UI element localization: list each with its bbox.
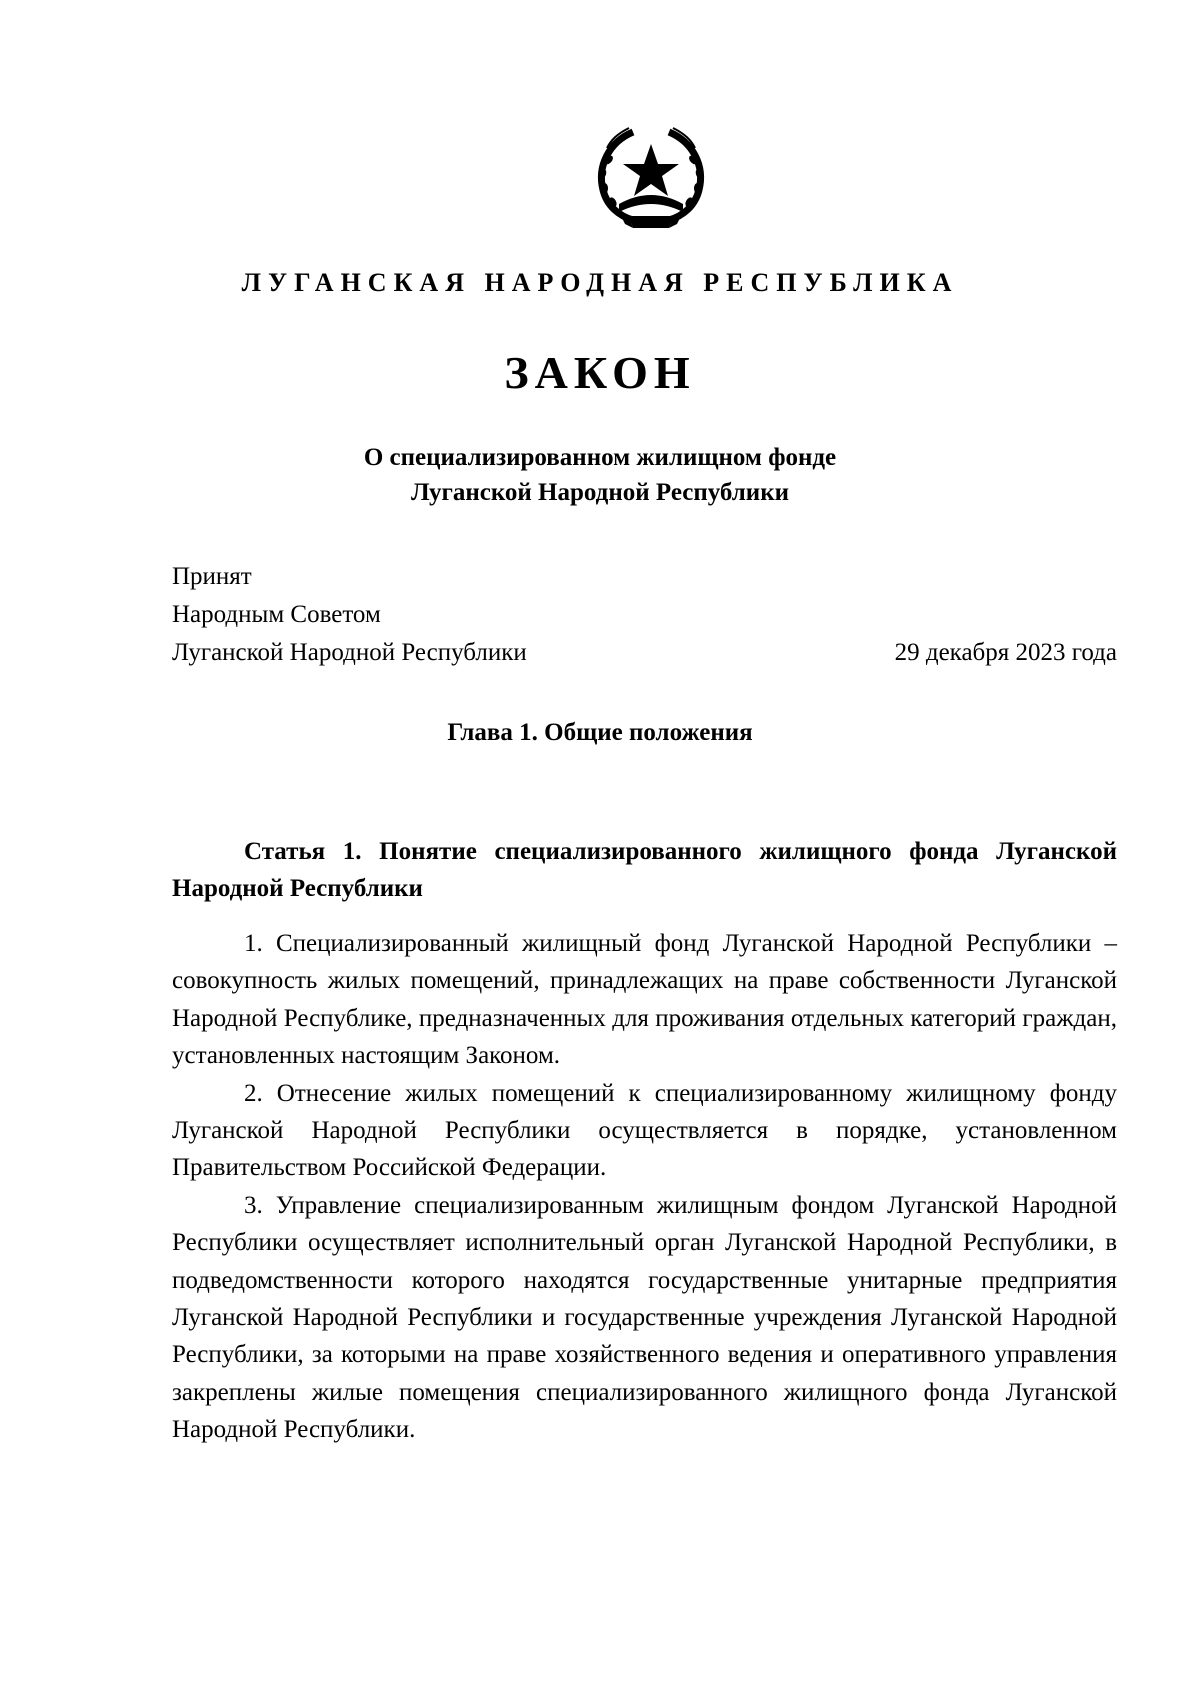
document-type: ЗАКОН [504, 347, 696, 398]
article-body [172, 925, 1117, 1449]
law-subtitle [0, 440, 1200, 510]
coat-of-arms-icon [589, 120, 713, 232]
law-subtitle-line-2: Луганской Народной Республики [410, 479, 790, 506]
adoption-date: 29 декабря 2023 года [894, 639, 1117, 666]
country-name: ЛУГАНСКАЯ НАРОДНАЯ РЕСПУБЛИКА [241, 268, 959, 297]
adoption-line-1: Принят [172, 563, 252, 590]
adoption-line-3: Луганской Народной Республики [172, 639, 527, 666]
paragraph-2: 2. Отнесение жилых помещений к специализированному жилищному фонду Луганской Народной Республики осуществляется в порядке, установленном Правительством Российской Федерации. [172, 1079, 1117, 1182]
chapter-heading: Глава 1. Общие положения [447, 719, 753, 746]
adoption-row [172, 634, 1117, 672]
adoption-line-2: Народным Советом [172, 601, 381, 628]
emblem-svg [589, 120, 713, 232]
paragraph-1: 1. Специализированный жилищный фонд Луганской Народной Республики – совокупность жилых помещений, принадлежащих на праве собственности Луганской Народной Республике, предназначенных для проживания отдельных категорий граждан, установленных настоящим Законом. [172, 930, 1117, 1070]
adoption-block [172, 558, 1117, 672]
law-subtitle-line-1: О специализированном жилищном фонде [363, 444, 837, 471]
article-heading: Статья 1. Понятие специализированного жилищного фонда Луганской Народной Республики [172, 838, 1117, 902]
paragraph-3: 3. Управление специализированным жилищным фондом Луганской Народной Республики осуществляет исполнительный орган Луганской Народной Республики, в подведомственности которого находятся государственные унитарные предприятия Луганской Народной Республики и государственные учреждения Луганской Народной Республики, за которыми на праве хозяйственного ведения и оперативного управления закреплены жилые помещения специализированного жилищного фонда Луганской Народной Республики. [172, 1191, 1117, 1444]
